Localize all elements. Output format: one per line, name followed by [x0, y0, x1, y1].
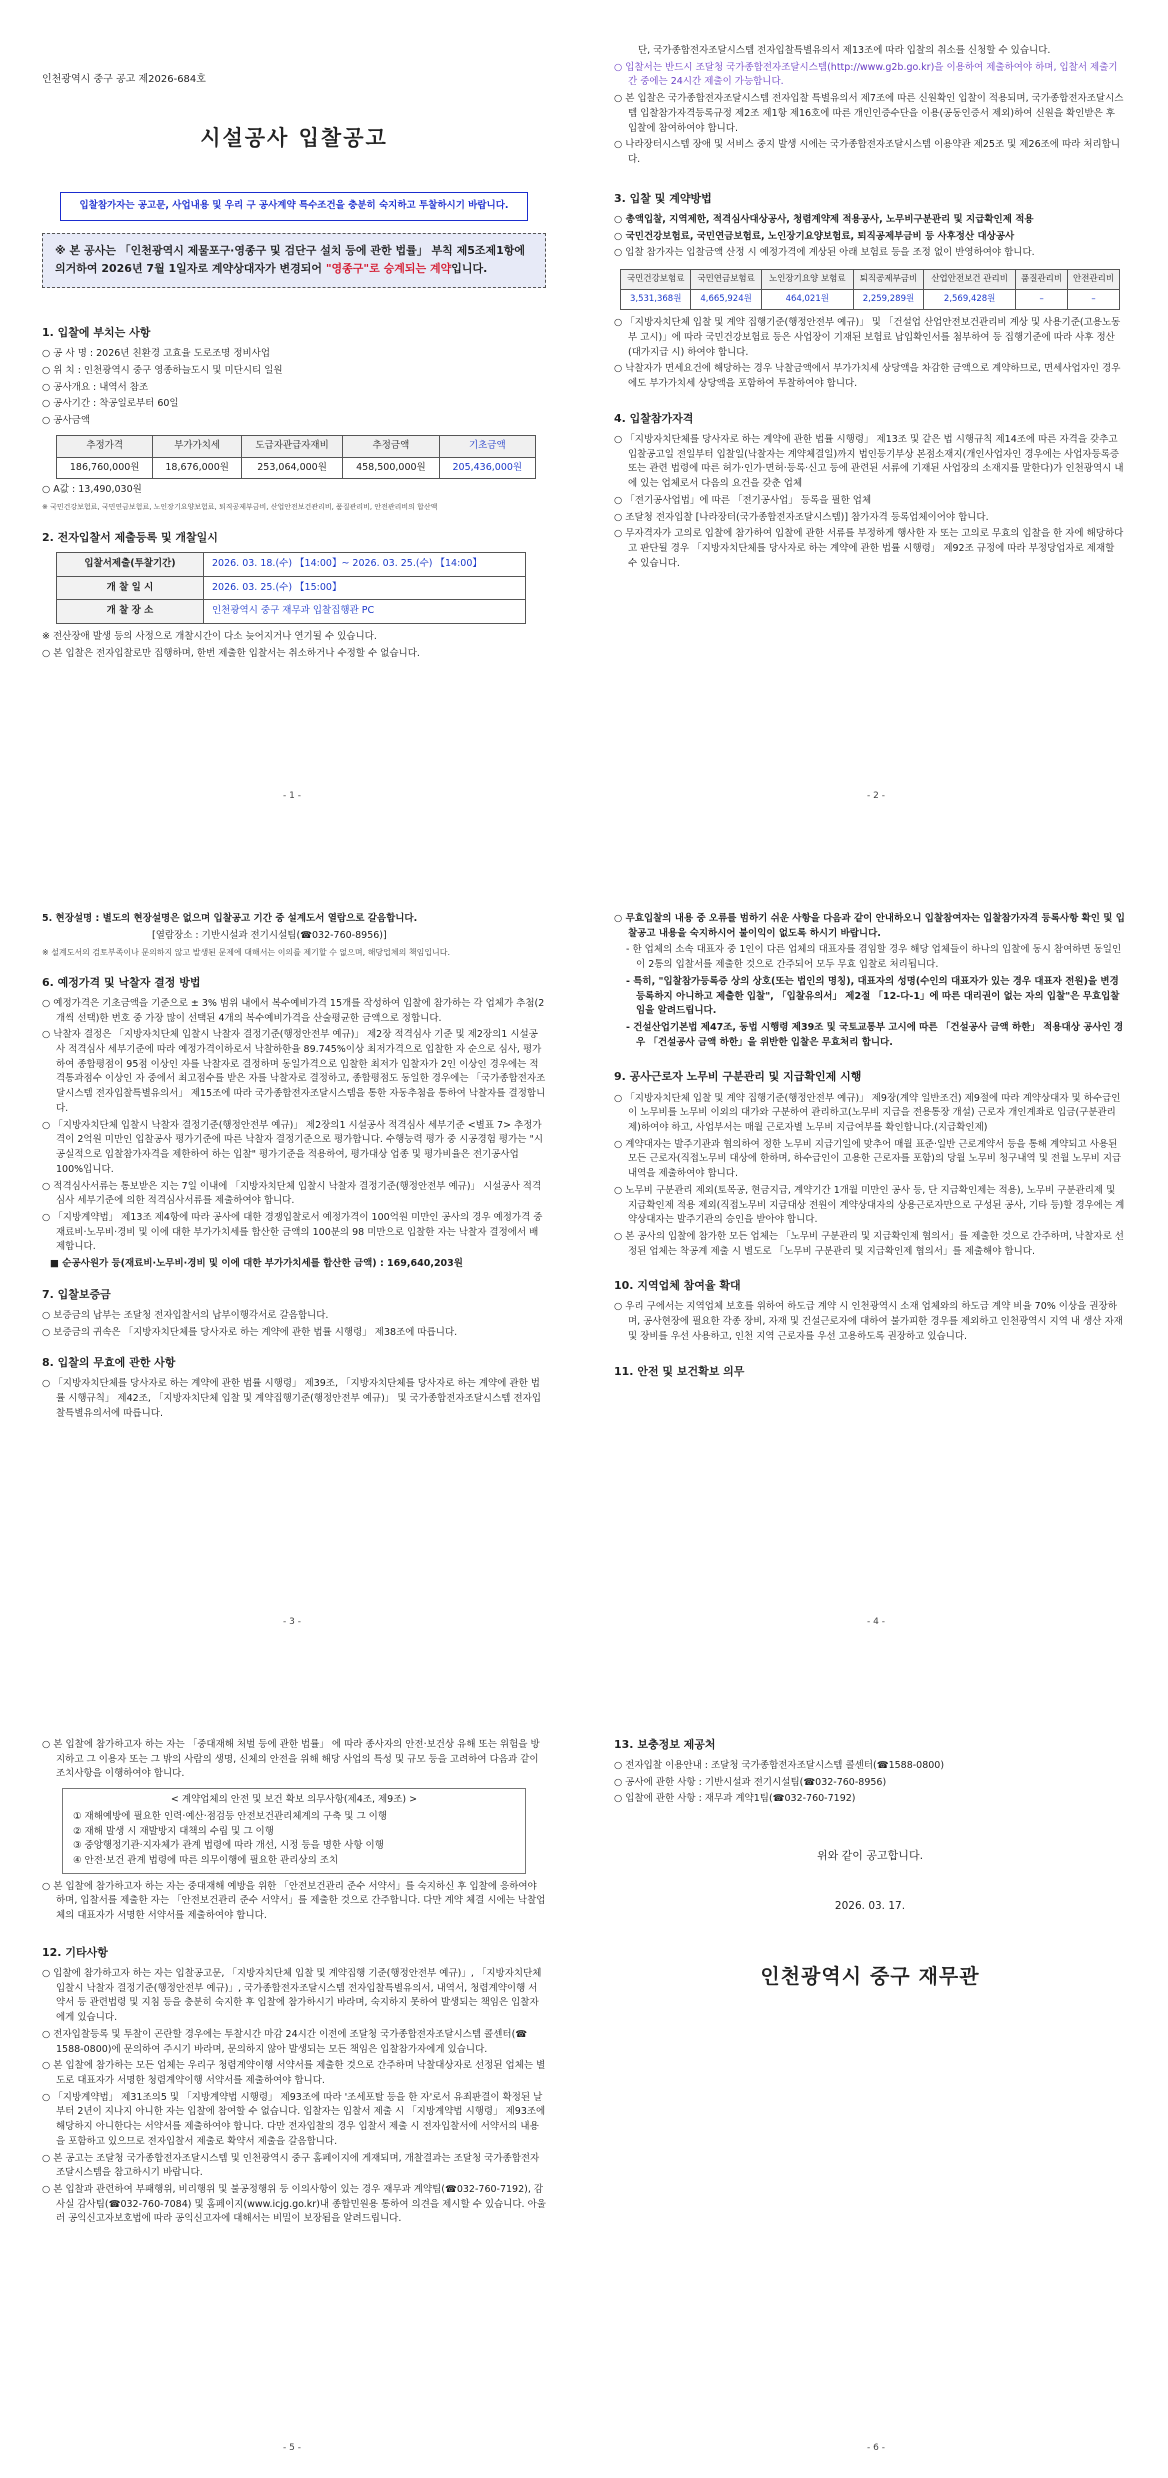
closing-text: 위와 같이 공고합니다.	[816, 1849, 924, 1863]
net-cost: ■ 순공사원가 등(재료비·노무비·경비 및 이에 대한 부가가치세를 합산한 금액) : 169,640,203원	[50, 1258, 463, 1270]
post-settlement: ○ 국민건강보험료, 국민연금보험료, 노인장기요양보험료, 퇴직공제부금비 등 사후정산 대상공사	[614, 230, 1015, 242]
a-value-note: ※ 국민건강보험료, 국민연금보험료, 노인장기요양보험료, 퇴직공제부금비, 산업안전보건관리비, 품질관리비, 안전관리비의 합산액	[42, 502, 438, 511]
amount-table	[56, 435, 536, 479]
bid-method: ○ 총액입찰, 지역제한, 적격심사대상공사, 청렴계약제 적용공사, 노무비구분관리 및 지급확인제 적용	[614, 213, 1034, 225]
amount-header: 도급자관급자재비	[241, 435, 342, 457]
safety-box-item: ③ 중앙행정기관·지자체가 관계 법령에 따라 개선, 시정 등을 명한 사항 이행	[73, 1840, 384, 1852]
project-period: ○ 공사기간 : 착공일로부터 60일	[42, 398, 179, 410]
succession-notice-date: 2026년 7월 1일자로 계약상대자가 변경되어	[101, 262, 326, 276]
insurance-cell: 4,665,924원	[691, 290, 761, 310]
safety-obligation-box	[62, 1788, 526, 1874]
invalid-guide-sub: - 건설산업기본법 제47조, 동법 시행령 제39조 및 국토교통부 고시에 따른 「건설공사 금액 하한」 적용대상 공사인 경우 「건설공사 금액 하한」을 위반한 입찰은 무효처리 합니다.	[626, 1022, 1124, 1048]
page-5	[0, 1652, 584, 2478]
insurance-cell: 3,531,368원	[621, 290, 691, 310]
invalid-bid-item: ○ 「지방자치단체를 당사자로 하는 계약에 관한 법률 시행령」 제39조, 「지방자치단체를 당사자로 하는 계약에 관한 법률 시행규칙」 제42조, 「지방자치단체 입찰 및 계약집행기준(행정안전부 예규)」 및 국가종합전자조달시스템 전자입찰특별유의서에 따릅니다.	[42, 1378, 542, 1419]
price-item: ○ 예정가격은 기초금액을 기준으로 ± 3% 범위 내에서 복수예비가격 15개를 작성하여 입찰에 참가하는 각 업체가 추첨(2개씩 선택)한 번호 중 가장 많이 선택된 4개의 복수예비가격을 산술평균한 금액으로 정합니다.	[42, 997, 545, 1024]
succession-notice-box	[42, 233, 546, 288]
schedule-value: 인천광역시 중구 재무과 입찰집행관 PC	[204, 600, 526, 624]
section-7-title: 7. 입찰보증금	[42, 1287, 111, 1301]
page-number: - 5 -	[283, 2443, 301, 2454]
safety-box-item: ① 재해예방에 필요한 인력·예산·점검등 안전보건관리체계의 구축 및 그 이행	[73, 1810, 388, 1822]
deposit-item: ○ 보증금의 납부는 조달청 전자입찰서의 납부이행각서로 갈음합니다.	[42, 1309, 329, 1321]
price-item: ○ 「지방계약법」 제13조 제4항에 따라 공사에 대한 경쟁입찰로서 예정가격이 100억원 미만인 공사의 경우 예정가격 중 재료비·노무비·경비 및 이에 대한 부가가치세를 합산한 금액의 100분의 98 미만으로 입찰한 자는 낙찰자 결정에서 배제합니다.	[42, 1211, 543, 1253]
section-11-title: 11. 안전 및 보건확보 의무	[614, 1364, 745, 1378]
page-1	[0, 0, 584, 826]
section-10-title: 10. 지역업체 참여율 확대	[614, 1279, 741, 1293]
insurance-table	[620, 269, 1120, 310]
project-amount-label: ○ 공사금액	[42, 415, 91, 427]
local-item: ○ 우리 구에서는 지역업체 보호를 위하여 하도급 계약 시 인천광역시 소재 업체와의 하도급 계약 비율 70% 이상을 권장하며, 공사현장에 필요한 각종 장비, 자재 및 건설근로자에 대하여 불가피한 경우를 제외하고 인천광역시 지역 내 생산 자재 및 장비를 우선 사용하고, 인천 지역 근로자를 우선 고용하도록 권장하고 있습니다.	[614, 1301, 1123, 1342]
amount-cell: 18,676,000원	[153, 457, 242, 479]
safety-box-title: < 계약업체의 안전 및 보건 확보 의무사항(제4조, 제9조) >	[170, 1794, 418, 1806]
settlement-note: ○ 「지방자치단체 입찰 및 계약 집행기준(행정안전부 예규)」 및 「건설업 산업안전보건관리비 계상 및 사용기준(고용노동부 고시)」에 따라 국민건강보험료 등은 사업장이 기재된 보험료 납입확인서를 첨부하여 등 집행기준에 따라 사후 정산(대가지급 시) 하여야 합니다.	[614, 317, 1121, 358]
section-2-note: ○ 본 입찰은 전자입찰로만 집행하며, 한번 제출한 입찰서는 취소하거나 수정할 수 없습니다.	[42, 647, 420, 659]
contact-item: ○ 입찰에 관한 사항 : 재무과 계약1팀(☎032-760-7192)	[614, 1793, 856, 1805]
succession-notice-highlight: "영종구"로 승계되는 계약	[325, 262, 452, 276]
misc-item: ○ 입찰에 참가하고자 하는 자는 입찰공고문, 「지방자치단체 입찰 및 계약집행 기준(행정안전부 예규)」, 「지방자치단체 입찰시 낙찰자 결정기준(행정안전부 예규)」, 국가종합전자조달시스템 전자입찰특별유의서, 내역서, 청렴계약이행 서약서 등 관련법령 및 지침 등을 충분히 숙지한 후 입찰에 참가하시기 바라며, 숙지하지 못하여 발생되는 책임은 입찰자에게 있습니다.	[42, 1967, 542, 2024]
insurance-header: 품질관리비	[1016, 269, 1068, 289]
cancel-note: 단, 국가종합전자조달시스템 전자입찰특별유의서 제13조에 따라 입찰의 취소를 신청할 수 있습니다.	[638, 45, 1051, 56]
page-2	[584, 0, 1168, 826]
safety-pledge: ○ 본 입찰에 참가하고자 하는 자는 중대재해 예방을 위한 「안전보건관리 준수 서약서」를 숙지하신 후 입찰에 응하여야 하며, 입찰서를 제출한 자는 「안전보건관리 준수 서약서」를 제출한 것으로 간주합니다. 다만 계약 체결 시에는 낙찰업체의 대표자가 서명한 서약서를 제출하여야 합니다.	[42, 1880, 546, 1922]
vat-note: ○ 낙찰자가 면세요건에 해당하는 경우 낙찰금액에서 부가가치세 상당액을 차감한 금액으로 계약하므로, 면세사업자인 경우에도 부가가치세 상당액을 포함하여 투찰하여야 합니다.	[614, 363, 1121, 390]
insurance-cell: 464,021원	[761, 290, 853, 310]
insurance-cell: –	[1068, 290, 1120, 310]
section-2-note: ※ 전산장애 발생 등의 사정으로 개찰시간이 다소 늦어지거나 연기될 수 있습니다.	[42, 630, 377, 642]
project-overview: ○ 공사개요 : 내역서 참조	[42, 381, 149, 393]
section-12-title: 12. 기타사항	[42, 1945, 108, 1959]
section-9-title: 9. 공사근로자 노무비 구분관리 및 지급확인제 시행	[614, 1070, 862, 1084]
page-number: - 1 -	[283, 791, 301, 802]
page-number: - 3 -	[283, 1617, 301, 1628]
notice-date: 2026. 03. 17.	[834, 1900, 906, 1913]
misc-item: ○ 본 입찰과 관련하여 부패행위, 비리행위 및 불공정행위 등 이의사항이 있는 경우 재무과 계약팀(☎032-760-7192), 감사실 감사팀(☎032-760-7084) 및 홈페이지(www.icjg.go.kr)내 종합민원용 통하여 의견을 제시할 수 있습니다. 아울러 공익신고자보호법에 따라 공익신고자에 대해서는 비밀이 보장됨을 알려드립니다.	[42, 2184, 546, 2225]
misc-item: ○ 「지방계약법」 제31조의5 및 「지방계약법 시행령」 제93조에 따라 '조세포탈 등을 한 자'로서 유죄판결이 확정된 날부터 2년이 지나지 아니한 자는 입찰에 참여할 수 없습니다. 입찰자는 입찰서 제출 시 「지방계약법 시행령」 제93조에 해당하지 아니한다는 서약서를 제출하여야 합니다. 다만 전자입찰의 경우 입찰서 제출 시 전자입찰서에 서약서의 내용을 포함하고 있으므로 전자입찰서 제출로 확약서 제출을 갈음합니다.	[42, 2091, 546, 2147]
insurance-header: 퇴직공제부금비	[853, 269, 923, 289]
insurance-note: ○ 입찰 참가자는 입찰금액 산정 시 예정가격에 계상된 아래 보험료 등을 조정 없이 반영하여야 합니다.	[614, 247, 1035, 259]
insurance-header: 산업안전보건 관리비	[924, 269, 1016, 289]
invalid-guide: ○ 무효입찰의 내용 중 오류를 범하기 쉬운 사항을 다음과 같이 안내하오니 입찰참여자는 입찰참가자격 등록사항 확인 및 입찰공고 내용을 숙지하시어 불이익이 없도록 하시기 바랍니다.	[614, 913, 1125, 939]
section-2-title: 2. 전자입찰서 제출등록 및 개찰일시	[42, 530, 218, 544]
page-number: - 4 -	[867, 1617, 885, 1628]
schedule-value: 2026. 03. 18.(수) 【14:00】~ 2026. 03. 25.(수) 【14:00】	[204, 552, 526, 576]
section-3-title: 3. 입찰 및 계약방법	[614, 191, 712, 205]
amount-cell: 205,436,000원	[439, 457, 535, 479]
project-name: ○ 공 사 명 : 2026년 친환경 고효율 도로조명 정비사업	[42, 348, 271, 360]
contact-item: ○ 전자입찰 이용안내 : 조달청 국가종합전자조달시스템 콜센터(☎1588-0800)	[614, 1760, 945, 1772]
labor-item: ○ 「지방자치단체 입찰 및 계약 집행기준(행정안전부 예규)」 제9장(계약 일반조건) 제9절에 따라 계약상대자 및 하수급인이 노무비를 노무비 이외의 대가와 구분하여 관리하고(노무비 지급을 전용통장 개설) 근로자 개인계좌로 입금(구분관리제)하여야 하고, 사업부서는 매월 근로자별 노무비 지급여부를 확인합니다.(지급확인제)	[614, 1092, 1121, 1133]
amount-cell: 253,064,000원	[241, 457, 342, 479]
notice-number: 인천광역시 중구 공고 제2026-684호	[42, 74, 206, 85]
succession-notice-end: 입니다.	[451, 262, 488, 276]
schedule-label: 개 찰 일 시	[57, 576, 204, 600]
section-13-title: 13. 보충정보 제공처	[614, 1738, 716, 1751]
deposit-item: ○ 보증금의 귀속은 「지방자치단체를 당사자로 하는 계약에 관한 법률 시행령」 제38조에 따릅니다.	[42, 1326, 458, 1338]
amount-cell: 458,500,000원	[343, 457, 439, 479]
price-item: ○ 「지방자치단체 입찰시 낙찰자 결정기준(행정안전부 예규)」 제2장의1 시설공사 적격심사 세부기준 <별표 7> 추정가격이 2억원 미만인 입찰공사 평가기준에 따른 낙찰자 결정기준으로 평가합니다. 수행능력 평가 중 시공경험 평가는 "시공실적으로 입찰참가자격을 제한하여 하는 입찰" 평가기준을 적용하여, 평가대상 업종 및 평가비율은 전기공사업 100%입니다.	[42, 1119, 544, 1175]
system-failure-note: ○ 나라장터시스템 장애 및 서비스 중지 발생 시에는 국가종합전자조달시스템 이용약관 제25조 및 제26조에 따라 처리합니다.	[614, 139, 1121, 166]
amount-header: 부가가치세	[153, 435, 242, 457]
amount-header: 추정금액	[343, 435, 439, 457]
qualification-item: ○ 「전기공사업법」에 따른 「전기공사업」 등록을 필한 업체	[614, 494, 872, 506]
qualification-item: ○ 조달청 전자입찰 [나라장터(국가종합전자조달시스템)] 참가자격 등록업체이어야 합니다.	[614, 511, 989, 523]
insurance-cell: 2,569,428원	[924, 290, 1016, 310]
page-3	[0, 826, 584, 1652]
section-8-title: 8. 입찰의 무효에 관한 사항	[42, 1356, 176, 1370]
insurance-header: 국민건강보험료	[621, 269, 691, 289]
g2b-note[interactable]: ○ 입찰서는 반드시 조달청 국가종합전자조달시스템(http://www.g2b.go.kr)을 이용하여 제출하여야 하며, 입찰서 제출기간 중에는 24시간 제출이 가능합니다.	[614, 61, 1118, 88]
safety-box-item: ② 재해 발생 시 재발방지 대책의 수립 및 그 이행	[73, 1825, 274, 1837]
labor-item: ○ 계약대자는 발주기관과 협의하여 정한 노무비 지급기일에 맞추어 매월 표준·일반 근로계약서 등을 통해 계약되고 사용된 모든 근로자(직접노무비 대상에 한하며, 하수급인이 고용한 근로자를 포함)의 당월 노무비 청구내역 및 전월 노무비 지급내역을 제출하여야 합니다.	[614, 1138, 1122, 1180]
insurance-cell: 2,259,289원	[853, 290, 923, 310]
section-5-title: 5. 현장설명 : 별도의 현장설명은 없으며 입찰공고 기간 중 설계도서 열람으로 갈음합니다.	[42, 913, 418, 924]
amount-cell: 186,760,000원	[57, 457, 153, 479]
invalid-guide-sub: - 특히, "입찰참가등록증 상의 상호(또는 법인의 명칭), 대표자의 성명(수인의 대표자가 있는 경우 대표자 전원)을 변경등록하지 아니하고 제출한 입찰", 「입찰유의서」 제2절 「12-다-1」에 따른 대리권이 없는 자의 입찰"은 무효입찰임을 알려드립니다.	[626, 975, 1120, 1017]
amount-header: 기초금액	[439, 435, 535, 457]
insurance-header: 국민연금보험료	[691, 269, 761, 289]
price-item: ○ 낙찰자 결정은 「지방자치단체 입찰시 낙찰자 결정기준(행정안전부 예규)」 제2장 적격심사 기준 및 제2장의1 시설공사 적격심사 세부기준에 따라 예정가격이하로서 낙찰하한율 89.745%이상 최저가격으로 입찰한 자 순으로 심사, 평가하여 종합평점이 95점 이상인 자를 낙찰자로 결정하며 동일가격으로 입찰한 최저가 입찰자가 2인 이상인 경우에는 적격통과점수 이상인 자 중에서 최고점수를 받은 자를 낙찰자로 결정하고, 종합평점도 동일한 경우에는 「국가종합전자조달시스템 전자입찰특별유의서」 제15조에 따라 국가종합전자조달시스템을 통한 자동추첨을 통하여 낙찰자를 결정합니다.	[42, 1029, 546, 1114]
insurance-cell: –	[1016, 290, 1068, 310]
inspection-place: [열람장소 : 기반시설과 전기시설팀(☎032-760-8956)]	[152, 929, 387, 941]
page-number: - 6 -	[867, 2443, 885, 2454]
invalid-guide-sub: - 한 업체의 소속 대표자 중 1인이 다른 업체의 대표자를 겸임할 경우 해당 업체들이 하나의 입찰에 동시 참여하면 동일인이 2통의 입찰서를 제출한 것으로 간주되어 모두 무효 입찰로 처리됩니다.	[626, 944, 1122, 971]
schedule-label: 입찰서제출(투찰기간)	[57, 552, 204, 576]
document-title: 시설공사 입찰공고	[200, 125, 388, 150]
insurance-header: 안전관리비	[1068, 269, 1120, 289]
page-6	[584, 1652, 1168, 2478]
succession-notice-text: ※ 본 공사는 「인천광역시 제물포구·영종구 및 검단구 설치 등에 관한 법률」 부칙 제5조제1항에 의거하여	[55, 243, 526, 276]
qualification-item: ○ 무자격자가 고의로 입찰에 참가하여 입찰에 관한 서류를 부정하게 행사한 자 또는 고의로 무효의 입찰을 한 자에 해당하다고 판단될 경우 「지방자치단체를 당사자로 하는 계약에 관한 법률 시행령」 제92조 규정에 따라 부정당업자로 제재할 수 있습니다.	[614, 528, 1124, 569]
identity-note: ○ 본 입찰은 국가종합전자조달시스템 전자입찰 특별유의서 제7조에 따른 신원확인 입찰이 적용되며, 국가종합전자조달시스템 입찰참가자격등록규정 제2조 제1항 제16호에 따른 개인인증수단을 이용(공동인증서 제외)하여 신원을 확인받은 후 입찰에 참여하여야 합니다.	[614, 93, 1124, 134]
project-location: ○ 위 치 : 인천광역시 중구 영종하늘도시 및 미단시티 일원	[42, 364, 283, 376]
schedule-label: 개 찰 장 소	[57, 600, 204, 624]
misc-item: ○ 본 입찰에 참가하는 모든 업체는 우리구 청렴계약이행 서약서를 제출한 것으로 간주하며 낙찰대상자로 선정된 업체는 별도로 대표자가 서명한 청렴계약이행 서약서를 제출하여야 합니다.	[42, 2060, 546, 2086]
price-item: ○ 적격심사서류는 통보받은 지는 7일 이내에 「지방자치단체 입찰시 낙찰자 결정기준(행정안전부 예규)」 시설공사 적격심사 세부기준에 의한 적격심사서류를 제출하여야 합니다.	[42, 1180, 542, 1207]
inspection-note: ※ 설계도서의 검토부족이나 문의하지 않고 발생된 문제에 대해서는 이의를 제기할 수 없으며, 해당업체의 책임입니다.	[42, 948, 451, 958]
a-value: ○ A값 : 13,490,030원	[42, 484, 142, 496]
insurance-header: 노인장기요양 보험료	[761, 269, 853, 289]
amount-header: 추정가격	[57, 435, 153, 457]
labor-item: ○ 본 공사의 입찰에 참가한 모든 업체는 「노무비 구분관리 및 지급확인제 협의서」를 제출한 것으로 간주하며, 낙찰자로 선정된 업체는 착공계 제출 시 별도로 「노무비 구분관리 및 지급확인제 협의서」를 제출해야 합니다.	[614, 1230, 1124, 1257]
issuer-name: 인천광역시 중구 재무관	[760, 1963, 980, 1988]
page-number: - 2 -	[867, 791, 885, 802]
safety-intro: ○ 본 입찰에 참가하고자 하는 자는 「중대재해 처벌 등에 관한 법률」 에 따라 종사자의 안전·보건상 유해 또는 위험을 방지하고 그 이용자 또는 그 밖의 사람의 생명, 신체의 안전을 위해 해당 사업의 특성 및 규모 등을 고려하여 다음과 같이 조치사항을 이행하여야 합니다.	[42, 1739, 540, 1780]
misc-item: ○ 본 공고는 조달청 국가종합전자조달시스템 및 인천광역시 중구 홈페이지에 게재되며, 개찰결과는 조달청 국가종합전자조달시스템을 참고하시기 바랍니다.	[42, 2152, 540, 2179]
bidder-warning-box: 입찰참가자는 공고문, 사업내용 및 우리 구 공사계약 특수조건을 충분히 숙지하고 투찰하시기 바랍니다.	[60, 192, 528, 221]
section-6-title: 6. 예정가격 및 낙찰자 결정 방법	[42, 975, 201, 989]
misc-item: ○ 전자입찰등록 및 투찰이 곤란할 경우에는 투찰시간 마감 24시간 이전에 조달청 국가종합전자조달시스템 콜센터(☎ 1588-0800)에 문의하여 주시기 바라며, 문의하지 않아 발생되는 모든 책임은 입찰참가자에게 있습니다.	[42, 2028, 528, 2055]
page-4	[584, 826, 1168, 1652]
section-4-title: 4. 입찰참가자격	[614, 411, 694, 425]
safety-box-item: ④ 안전·보건 관계 법령에 따른 의무이행에 필요한 관리상의 조치	[73, 1855, 339, 1867]
section-1-title: 1. 입찰에 부치는 사항	[42, 326, 151, 340]
qualification-item: ○ 「지방자치단체를 당사자로 하는 계약에 관한 법률 시행령」 제13조 및 같은 법 시행규칙 제14조에 따른 자격을 갖추고 입찰공고일 전일부터 입찰일(낙찰자는 계약체결일)까지 법인등기부상 본점소재지(개인사업자인 경우에는 사업자등록증 또는 관련 법령에 따른 허가·인가·면허·등록·신고 등에 관련된 서류에 기재된 사업장의 소재지를 말한다)가 인천광역시 내에 있는 업체로서 다음의 요건을 갖춘 업체	[614, 433, 1124, 490]
schedule-value: 2026. 03. 25.(수) 【15:00】	[204, 576, 526, 600]
labor-item: ○ 노무비 구분관리 제외(토목공, 현금지급, 계약기간 1개월 미만인 공사 등, 단 지급확인제는 적용), 노무비 구분관리제 및 지급확인제 적용 제외(직접노무비 지급대상 전원이 계약상대자의 상용근로자만으로 구성된 공사, 기타 등)할 경우에는 계약상대자는 발주기관의 승인을 받아야 합니다.	[614, 1184, 1125, 1226]
contact-item: ○ 공사에 관한 사항 : 기반시설과 전기시설팀(☎032-760-8956)	[614, 1776, 887, 1788]
schedule-table	[56, 552, 526, 624]
